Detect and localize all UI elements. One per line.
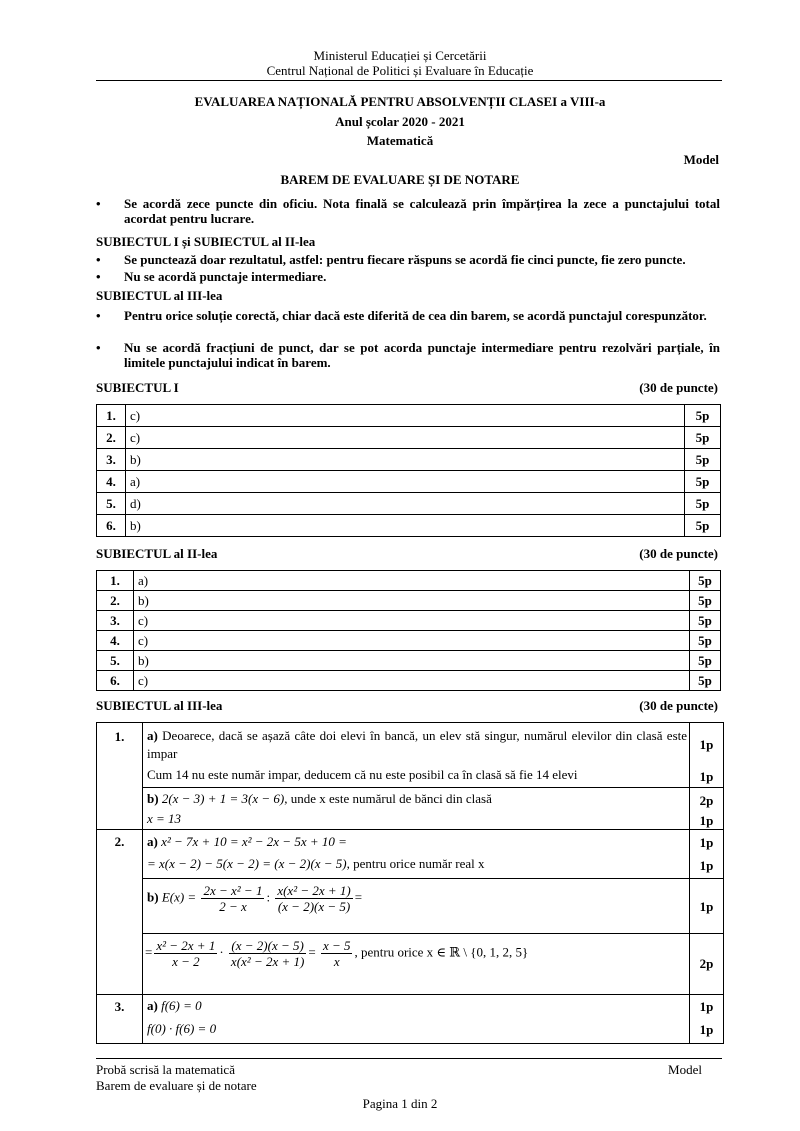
- answer-cell: c): [125, 405, 684, 427]
- problem2a-line1: a) x² − 7x + 10 = x² − 2x − 5x + 10 =: [147, 834, 347, 849]
- item-number: 2.: [97, 427, 126, 449]
- problem-number: 1.: [114, 729, 125, 744]
- item-number: 4.: [97, 631, 134, 651]
- row-divider: [142, 878, 723, 879]
- score: 5p: [690, 611, 721, 631]
- problem2b-line2: = $\frac{\text{x² − 2x + 1}}{x - 2}$ · $\frac{(x - 2)(x - 5)}{\text{x(x² − 2x + 1)}}$ = $\frac{x - 5}{x}$ , pentru orice x ∈ ℝ \ {0, 1, 2, 5}: [145, 938, 529, 969]
- subject1-title: SUBIECTUL I: [96, 380, 179, 395]
- exam-title: EVALUAREA NAȚIONALĂ PENTRU ABSOLVENȚII CLASEI a VIII-a: [194, 94, 606, 109]
- score: 5p: [685, 449, 721, 471]
- fraction: $\frac{\text{x(x² − 2x + 1)}}{(x - 2)(x - 5)}$: [277, 883, 351, 914]
- row-divider: [97, 829, 723, 830]
- answer-cell: c): [133, 671, 689, 691]
- score: 5p: [685, 493, 721, 515]
- problem2b-line1: b) E(x) = $\frac{\text{2x − x² − 1}}{2 - x}$ : $\frac{\text{x(x² − 2x + 1)}}{(x - 2)(x - 5)}$ =: [147, 883, 363, 914]
- sub3-instruction-1: • Pentru orice soluție corectă, chiar dacă este diferită de cea din barem, se acordă punctajul corespunzător.: [96, 308, 707, 323]
- fraction: $\frac{\text{x² − 2x + 1}}{x - 2}$: [156, 938, 216, 969]
- answer-row: [97, 471, 721, 493]
- subject3-table: [96, 722, 724, 1044]
- answer-cell: b): [125, 515, 684, 537]
- footer-barem: Barem de evaluare și de notare: [96, 1078, 257, 1093]
- score: 5p: [690, 571, 721, 591]
- footer-divider: [96, 1058, 722, 1059]
- answer-cell: b): [133, 651, 689, 671]
- score: 5p: [690, 651, 721, 671]
- subject3-points: (30 de puncte): [639, 698, 718, 713]
- score: 1p: [699, 835, 714, 850]
- subject1-points: (30 de puncte): [639, 380, 718, 395]
- answer-row: [97, 493, 721, 515]
- answer-cell: c): [125, 427, 684, 449]
- item-number: 3.: [97, 611, 134, 631]
- page-number: Pagina 1 din 2: [362, 1096, 438, 1111]
- answer-row: [97, 449, 721, 471]
- answer-cell: a): [133, 571, 689, 591]
- item-number: 5.: [97, 493, 126, 515]
- item-number: 4.: [97, 471, 126, 493]
- problem-number: 2.: [114, 834, 125, 849]
- score: 5p: [690, 591, 721, 611]
- column-divider: [142, 723, 143, 1043]
- footer-model: Model: [668, 1062, 702, 1077]
- score: 1p: [699, 769, 714, 784]
- answer-row: [97, 571, 721, 591]
- problem1a-line1: a) Deoarece, dacă se așază câte doi elevi în bancă, un elev stă singur, numărul elevilor din clasă este impar: [147, 728, 688, 761]
- answer-row: [97, 591, 721, 611]
- fraction: $\frac{(x - 2)(x - 5)}{\text{x(x² − 2x + 1)}}$: [230, 938, 305, 969]
- problem1b-line1: b) 2(x − 3) + 1 = 3(x − 6), unde x este numărul de bănci din clasă: [147, 791, 492, 806]
- row-divider: [142, 787, 723, 788]
- school-year: Anul școlar 2020 - 2021: [335, 114, 465, 129]
- sub3-instruction-2: • Nu se acordă fracțiuni de punct, dar se pot acorda punctaje intermediare pentru rezolvări parțiale, în limitele punctajului indicat în barem.: [96, 340, 720, 370]
- subject3-header: [96, 698, 720, 714]
- item-number: 6.: [97, 671, 134, 691]
- row-divider: [142, 933, 723, 934]
- item-number: 6.: [97, 515, 126, 537]
- problem2a-line2: = x(x − 2) − 5(x − 2) = (x − 2)(x − 5), pentru orice număr real x: [147, 856, 485, 871]
- answer-cell: a): [125, 471, 684, 493]
- sub3-heading: SUBIECTUL al III-lea: [96, 288, 223, 303]
- score: 1p: [699, 1022, 714, 1037]
- subject2-title: SUBIECTUL al II-lea: [96, 546, 218, 561]
- subject3-title: SUBIECTUL al III-lea: [96, 698, 223, 713]
- subject2-header: [96, 546, 720, 562]
- problem1b-line2: x = 13: [147, 811, 182, 826]
- problem3a-line2: f(0) · f(6) = 0: [147, 1021, 217, 1036]
- score: 5p: [685, 515, 721, 537]
- answer-row: [97, 651, 721, 671]
- score: 5p: [690, 631, 721, 651]
- subject2-points: (30 de puncte): [639, 546, 718, 561]
- subject1-header: [96, 380, 720, 396]
- answer-cell: b): [125, 449, 684, 471]
- subject2-table: [96, 570, 721, 691]
- item-number: 3.: [97, 449, 126, 471]
- answer-row: [97, 427, 721, 449]
- answer-cell: c): [133, 631, 689, 651]
- score: 5p: [690, 671, 721, 691]
- subject-name: Matematică: [366, 133, 434, 148]
- answer-row: [97, 515, 721, 537]
- fraction: $\frac{\text{2x − x² − 1}}{2 - x}$: [203, 883, 263, 914]
- score: 5p: [685, 471, 721, 493]
- answer-cell: c): [133, 611, 689, 631]
- fraction: $\frac{x - 5}{x}$: [322, 938, 351, 969]
- item-number: 1.: [97, 571, 134, 591]
- score: 5p: [685, 427, 721, 449]
- score: 2p: [699, 793, 714, 808]
- score: 2p: [699, 956, 714, 971]
- model-label: Model: [683, 152, 719, 167]
- subject1-table: [96, 404, 721, 537]
- header-divider: [96, 80, 722, 81]
- barem-title: BAREM DE EVALUARE ȘI DE NOTARE: [280, 172, 520, 187]
- problem1a-line2: Cum 14 nu este număr impar, deducem că nu este posibil ca în clasă să fie 14 elevi: [147, 767, 578, 782]
- score: 1p: [699, 858, 714, 873]
- item-number: 5.: [97, 651, 134, 671]
- score: 1p: [699, 813, 714, 828]
- score: 1p: [699, 999, 714, 1014]
- footer-exam: Probă scrisă la matematică: [96, 1062, 235, 1077]
- sub12-heading: SUBIECTUL I și SUBIECTUL al II-lea: [96, 234, 316, 249]
- score: 1p: [699, 737, 714, 752]
- answer-cell: d): [125, 493, 684, 515]
- row-divider: [97, 994, 723, 995]
- answer-cell: b): [133, 591, 689, 611]
- item-number: 1.: [97, 405, 126, 427]
- sub12-instruction-2: • Nu se acordă punctaje intermediare.: [96, 269, 327, 284]
- general-instruction: • Se acordă zece puncte din oficiu. Nota finală se calculează prin împărțirea la zece a punctajului total acordat pentru lucrare.: [96, 196, 720, 226]
- score: 5p: [685, 405, 721, 427]
- answer-row: [97, 671, 721, 691]
- center-name: Centrul Național de Politici și Evaluare în Educație: [266, 63, 534, 78]
- item-number: 2.: [97, 591, 134, 611]
- score: 1p: [699, 899, 714, 914]
- ministry-name: Ministerul Educației și Cercetării: [313, 48, 487, 63]
- problem-number: 3.: [114, 999, 125, 1014]
- answer-row: [97, 631, 721, 651]
- answer-row: [97, 405, 721, 427]
- problem3a-line1: a) f(6) = 0: [147, 998, 202, 1013]
- sub12-instruction-1: • Se punctează doar rezultatul, astfel: pentru fiecare răspuns se acordă fie cinci puncte, fie zero puncte.: [96, 252, 686, 267]
- answer-row: [97, 611, 721, 631]
